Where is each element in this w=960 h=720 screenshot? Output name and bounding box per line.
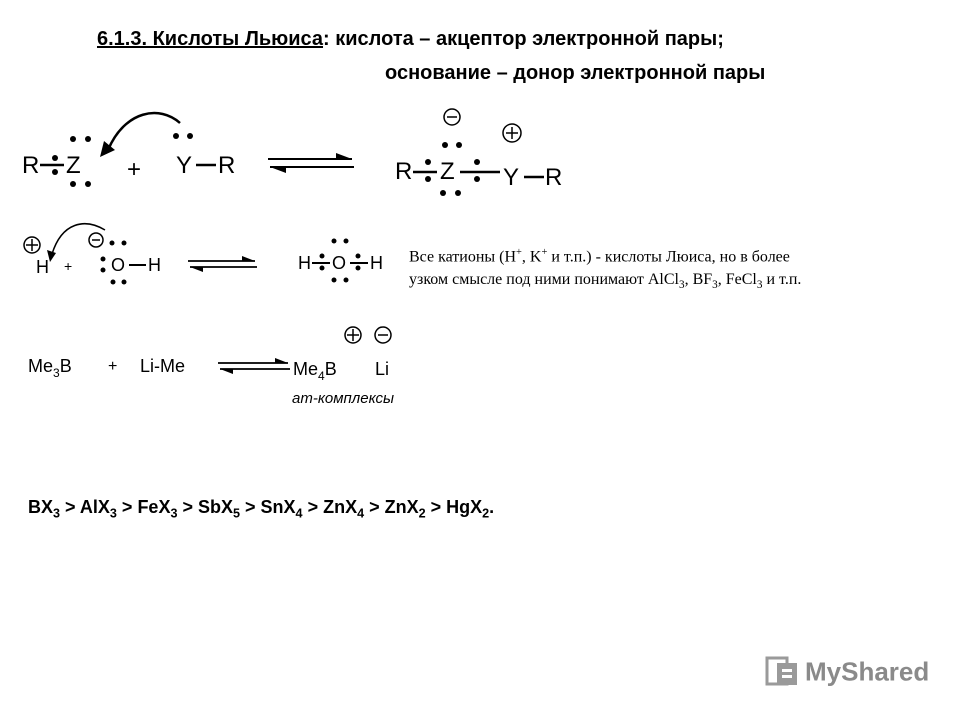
series-separator: > xyxy=(364,497,385,517)
r2-h-right2: H xyxy=(370,253,383,273)
series-separator: > xyxy=(116,497,138,517)
r2-o-left: O xyxy=(111,255,126,275)
r2-h-left2: H xyxy=(148,255,161,275)
series-item: BX xyxy=(28,497,54,517)
title-line2: основание – донор электронной пары xyxy=(385,62,766,84)
me4b: $Me_4B$ xyxy=(293,359,337,383)
series-item-subscript: 4 xyxy=(295,506,303,521)
r1-plus: + xyxy=(127,156,142,183)
r2-plus: + xyxy=(64,258,73,274)
series-item-subscript: 3 xyxy=(109,506,117,521)
ate-complexes-label: ат-комплексы xyxy=(292,390,395,407)
r1-r-right2: R xyxy=(545,164,563,191)
note-line-2: узком смысле под ними понимают AlCl$_3$, $BF_3$, FeCl$_3$ и т.п. xyxy=(409,271,802,292)
lewis-acid-note xyxy=(409,241,801,298)
section-title: 6.1.3. Кислоты Льюиса xyxy=(97,28,324,50)
title-definition: : кислота – акцептор электронной пары; xyxy=(323,28,724,50)
r2-o-right: O xyxy=(332,253,347,273)
note-line-1: Все катионы (H+, K+ и т.п.) - кислоты Люиса, но в более xyxy=(409,247,790,266)
series-separator: > xyxy=(302,497,324,517)
me3b: $Me_3B$ xyxy=(28,356,72,380)
r1-y-right: Y xyxy=(503,164,520,191)
circle-minus-icon xyxy=(375,327,391,343)
myshared-logo-icon xyxy=(765,655,801,689)
series-item: HgX xyxy=(446,497,483,517)
r1-z-left: Z xyxy=(66,152,81,179)
series-item-subscript: 2 xyxy=(482,506,490,521)
r2-h-left: H xyxy=(36,257,49,277)
reaction-3 xyxy=(0,318,440,393)
series-item: FeX xyxy=(137,497,171,517)
series-separator: > xyxy=(240,497,261,517)
equilibrium-arrows-icon xyxy=(218,358,290,374)
curved-arrow-icon xyxy=(108,113,180,150)
r3-plus: + xyxy=(108,358,118,375)
curved-arrow-icon xyxy=(52,224,105,254)
series-item-subscript: 4 xyxy=(357,506,365,521)
series-item-subscript: 3 xyxy=(170,506,178,521)
series-item: AlX xyxy=(79,497,110,517)
li-me: Li-Me xyxy=(140,356,186,376)
circle-plus-icon xyxy=(503,124,521,142)
series-item: ZnX xyxy=(384,497,419,517)
series-separator: > xyxy=(60,497,80,517)
equilibrium-arrows-icon xyxy=(268,153,354,173)
page-title xyxy=(97,28,724,51)
arrowhead-icon xyxy=(100,141,115,157)
series-item-subscript: 2 xyxy=(418,506,426,521)
series-separator: > xyxy=(177,497,198,517)
circle-plus-icon xyxy=(24,237,40,253)
equilibrium-arrows-icon xyxy=(188,256,257,272)
series-separator: > xyxy=(425,497,447,517)
li: Li xyxy=(375,359,390,379)
r1-r-left: R xyxy=(22,152,40,179)
series-item: ZnX xyxy=(323,497,358,517)
reaction-1 xyxy=(0,95,620,205)
series-item: SbX xyxy=(197,497,233,517)
circle-minus-icon xyxy=(89,233,103,247)
r1-z-right: Z xyxy=(440,158,455,185)
series-item: SnX xyxy=(260,497,296,517)
lewis-acidity-series xyxy=(28,497,494,521)
r2-h-right: H xyxy=(298,253,311,273)
reaction-2 xyxy=(0,212,400,297)
watermark xyxy=(765,655,929,689)
watermark-text: MyShared xyxy=(805,656,930,687)
r1-y-left: Y xyxy=(176,152,193,179)
circle-minus-icon xyxy=(444,109,460,125)
circle-plus-icon xyxy=(345,327,361,343)
r1-r-right: R xyxy=(395,158,413,185)
series-end: . xyxy=(489,497,495,517)
r1-r-left2: R xyxy=(218,152,236,179)
series-item-subscript: 3 xyxy=(53,506,61,521)
series-item-subscript: 5 xyxy=(233,506,241,521)
